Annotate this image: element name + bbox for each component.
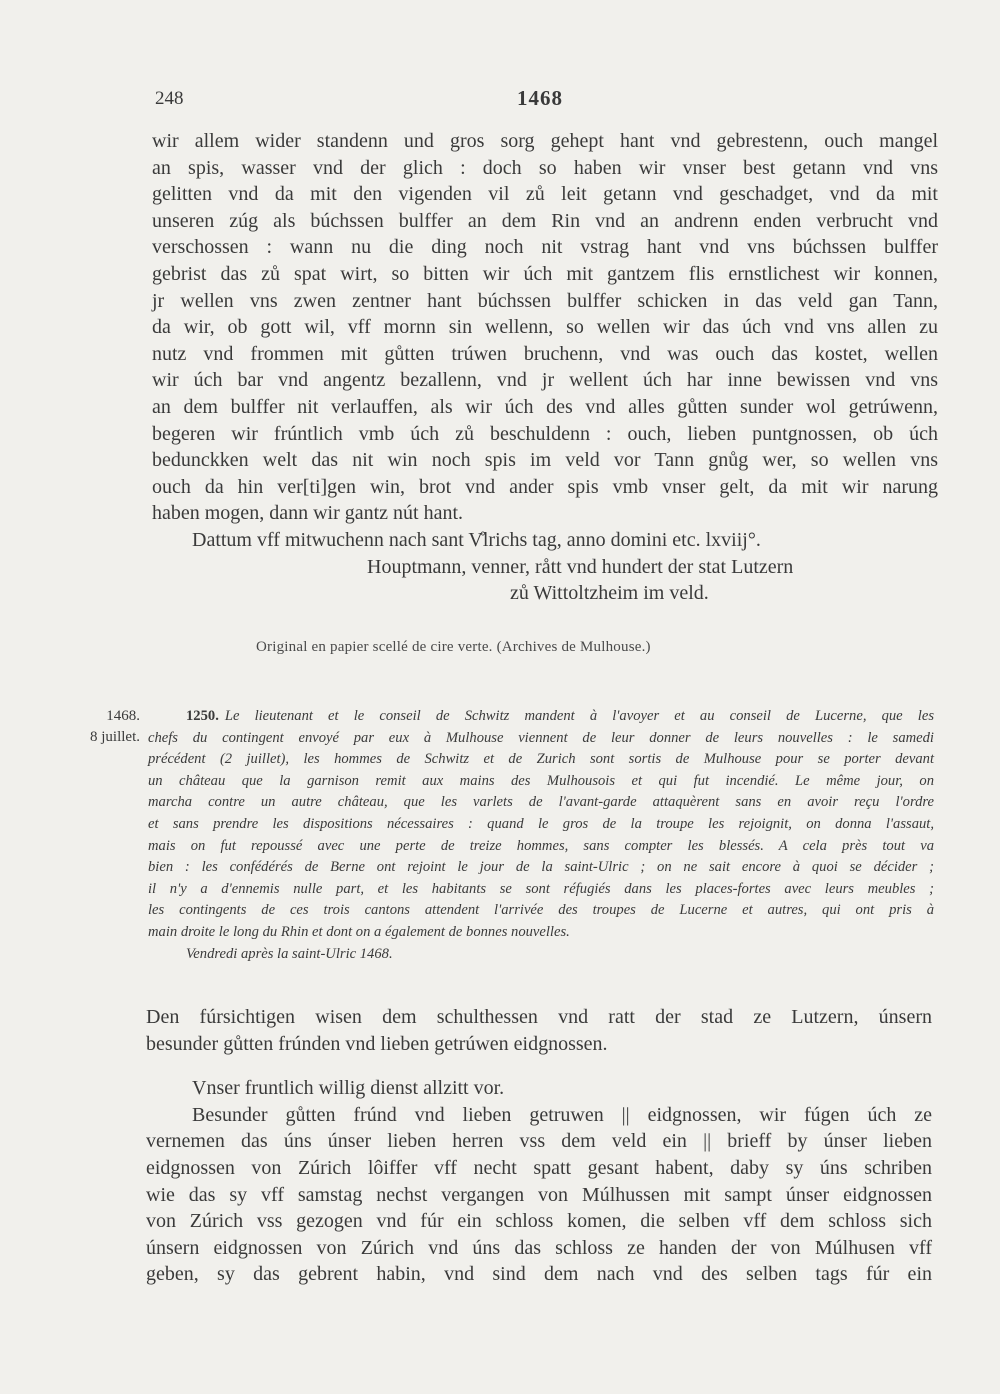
summary-line: marcha contre un autre château, que les varlets de l'avant-garde attaquèrent sans en avoir reçu l'ordre	[148, 794, 934, 811]
summary-line: bien : les confédérés de Berne ont rejoint le jour de la saint-Ulric ; on ne sait encore à quoi se décider ;	[148, 859, 934, 876]
margin-date-year: 1468.	[106, 708, 140, 724]
text-line: an dem bulffer nit verlauffen, als wir úch des vnd alles gůtten sunder wol getrúwenn,	[152, 395, 938, 418]
summary-line: un château que la garnison remit aux mains des Mulhousois et qui fut incendié. Le même jour, on	[148, 772, 934, 789]
document-number: 1250.	[186, 708, 219, 724]
margin-date	[60, 706, 140, 748]
text-line: gebrist das zů spat wirt, so bitten wir úch mit gantzem flis ernstlichest wir konnen,	[152, 262, 938, 285]
dating-line: Dattum vff mitwuchenn nach sant V̊lrichs tag, anno domini etc. lxviij°.	[192, 528, 761, 551]
summary-line	[148, 706, 934, 728]
summary-line: mais on fut repoussé avec une perte de treize hommes, sans compter les blessés. A cela près tout va	[148, 837, 934, 854]
text-line: geben, sy das gebrent habin, vnd sind dem nach vnd des selben tags fúr ein	[146, 1263, 932, 1286]
text-line: nutz vnd frommen mit gůtten trúwen bruchenn, vnd was ouch das kostet, wellen	[152, 342, 938, 365]
margin-date-day: 8 juillet.	[90, 729, 140, 745]
letter-continuation	[152, 128, 938, 607]
signature-line: Houptmann, venner, rått vnd hundert der stat Lutzern	[367, 555, 794, 578]
summary-date-line: Vendredi après la saint-Ulric 1468.	[186, 945, 393, 962]
text-line: únsern eidgnossen von Zúrich vnd úns das schloss ze handen der von Múlhusen vff	[146, 1236, 932, 1259]
text-line: begeren wir frúntlich vmb úch zů beschuldenn : ouch, lieben puntgnossen, ob úch	[152, 422, 938, 445]
text-line: Besunder gůtten frúnd vnd lieben getruwen || eidgnossen, wir fúgen úch ze	[192, 1103, 932, 1126]
text-line: eidgnossen von Zúrich lôiffer vff necht spatt gesant habent, daby sy úns schriben	[146, 1156, 932, 1179]
running-title-year: 1468	[517, 86, 563, 110]
address-line: besunder gůtten frúnden vnd lieben getrúwen eidgnossen.	[146, 1032, 608, 1055]
running-head	[150, 88, 930, 118]
letter-text	[146, 1004, 932, 1288]
summary-line: les contingents de ces trois cantons attendent l'arrivée des troupes de Lucerne et autres, qui ont pris à	[148, 902, 934, 919]
address-line: Den fúrsichtigen wisen dem schulthessen vnd ratt der stad ze Lutzern, únsern	[146, 1006, 932, 1028]
text-line: wir úch bar vnd angentz bezallenn, vnd jr wellent úch har inne bewissen vnd vns	[152, 369, 938, 392]
text-line: wie das sy vff samstag nechst vergangen von Múlhussen mit sampt únser eidgnossen	[146, 1183, 932, 1206]
summary-line: et sans prendre les dispositions nécessaires : quand le gros de la troupe les rejoignit, on donna l'assaut,	[148, 815, 934, 832]
source-note: Original en papier scellé de cire verte. (Archives de Mulhouse.)	[256, 639, 651, 655]
text-line: haben mogen, dann wir gantz nút hant.	[152, 502, 464, 525]
text-line: ouch da hin ver[ti]gen win, brot vnd ander spis vmb vnser gelt, da mit wir narung	[152, 475, 938, 498]
text-line: gelitten vnd da mit den vigenden vil zů leit getann vnd geschadget, vnd da mit	[152, 183, 938, 206]
text-line: jr wellen vns zwen zentner hant búchssen bulffer schicken in das veld gan Tann,	[152, 289, 938, 312]
text-line: vernemen das úns únser lieben herren vss dem veld ein || brieff by únser lieben	[146, 1130, 932, 1153]
page-number: 248	[155, 88, 184, 109]
greeting-line: Vnser fruntlich willig dienst allzitt vor.	[192, 1077, 505, 1100]
document-summary	[148, 706, 934, 965]
text-line: da wir, ob gott wil, vff mornn sin wellenn, so wellen wir das úch vnd vns allen zu	[152, 316, 938, 339]
summary-line: chefs du contingent envoyé par eux à Mulhouse viennent de leur donner de leurs nouvelles : le samedi	[148, 729, 934, 746]
signature-place-line: zů Wittoltzheim im veld.	[510, 582, 709, 605]
text-line: bedunckken welt das nit win noch spis im veld vor Tann gnůg wer, so wellen vns	[152, 449, 938, 472]
summary-line: main droite le long du Rhin et dont on a également de bonnes nouvelles.	[148, 923, 570, 940]
text-line: an spis, wasser vnd der glich : doch so haben wir vnser best getann vnd vns	[152, 156, 938, 179]
summary-line: précédent (2 juillet), les hommes de Schwitz et de Zurich sont sortis de Mulhouse pour se porter devant	[148, 751, 934, 768]
text-line: wir allem wider standenn und gros sorg gehept hant vnd gebrestenn, ouch mangel	[152, 130, 938, 152]
text-line: unseren zúg als búchssen bulffer an dem Rin vnd an andrenn enden verbrucht vnd	[152, 209, 938, 232]
summary-line: il n'y a d'ennemis nulle part, et les habitants se sont réfugiés dans les places-fortes avec leurs meubles ;	[148, 880, 934, 897]
text-line: verschossen : wann nu die ding noch nit vstrag hant vnd vns búchssen bulffer	[152, 236, 938, 259]
text-line: von Zúrich vss gezogen vnd fúr ein schloss komen, die selben vff dem schloss sich	[146, 1210, 932, 1233]
summary-text: Le lieutenant et le conseil de Schwitz mandent à l'avoyer et au conseil de Lucerne, que les	[224, 708, 934, 724]
